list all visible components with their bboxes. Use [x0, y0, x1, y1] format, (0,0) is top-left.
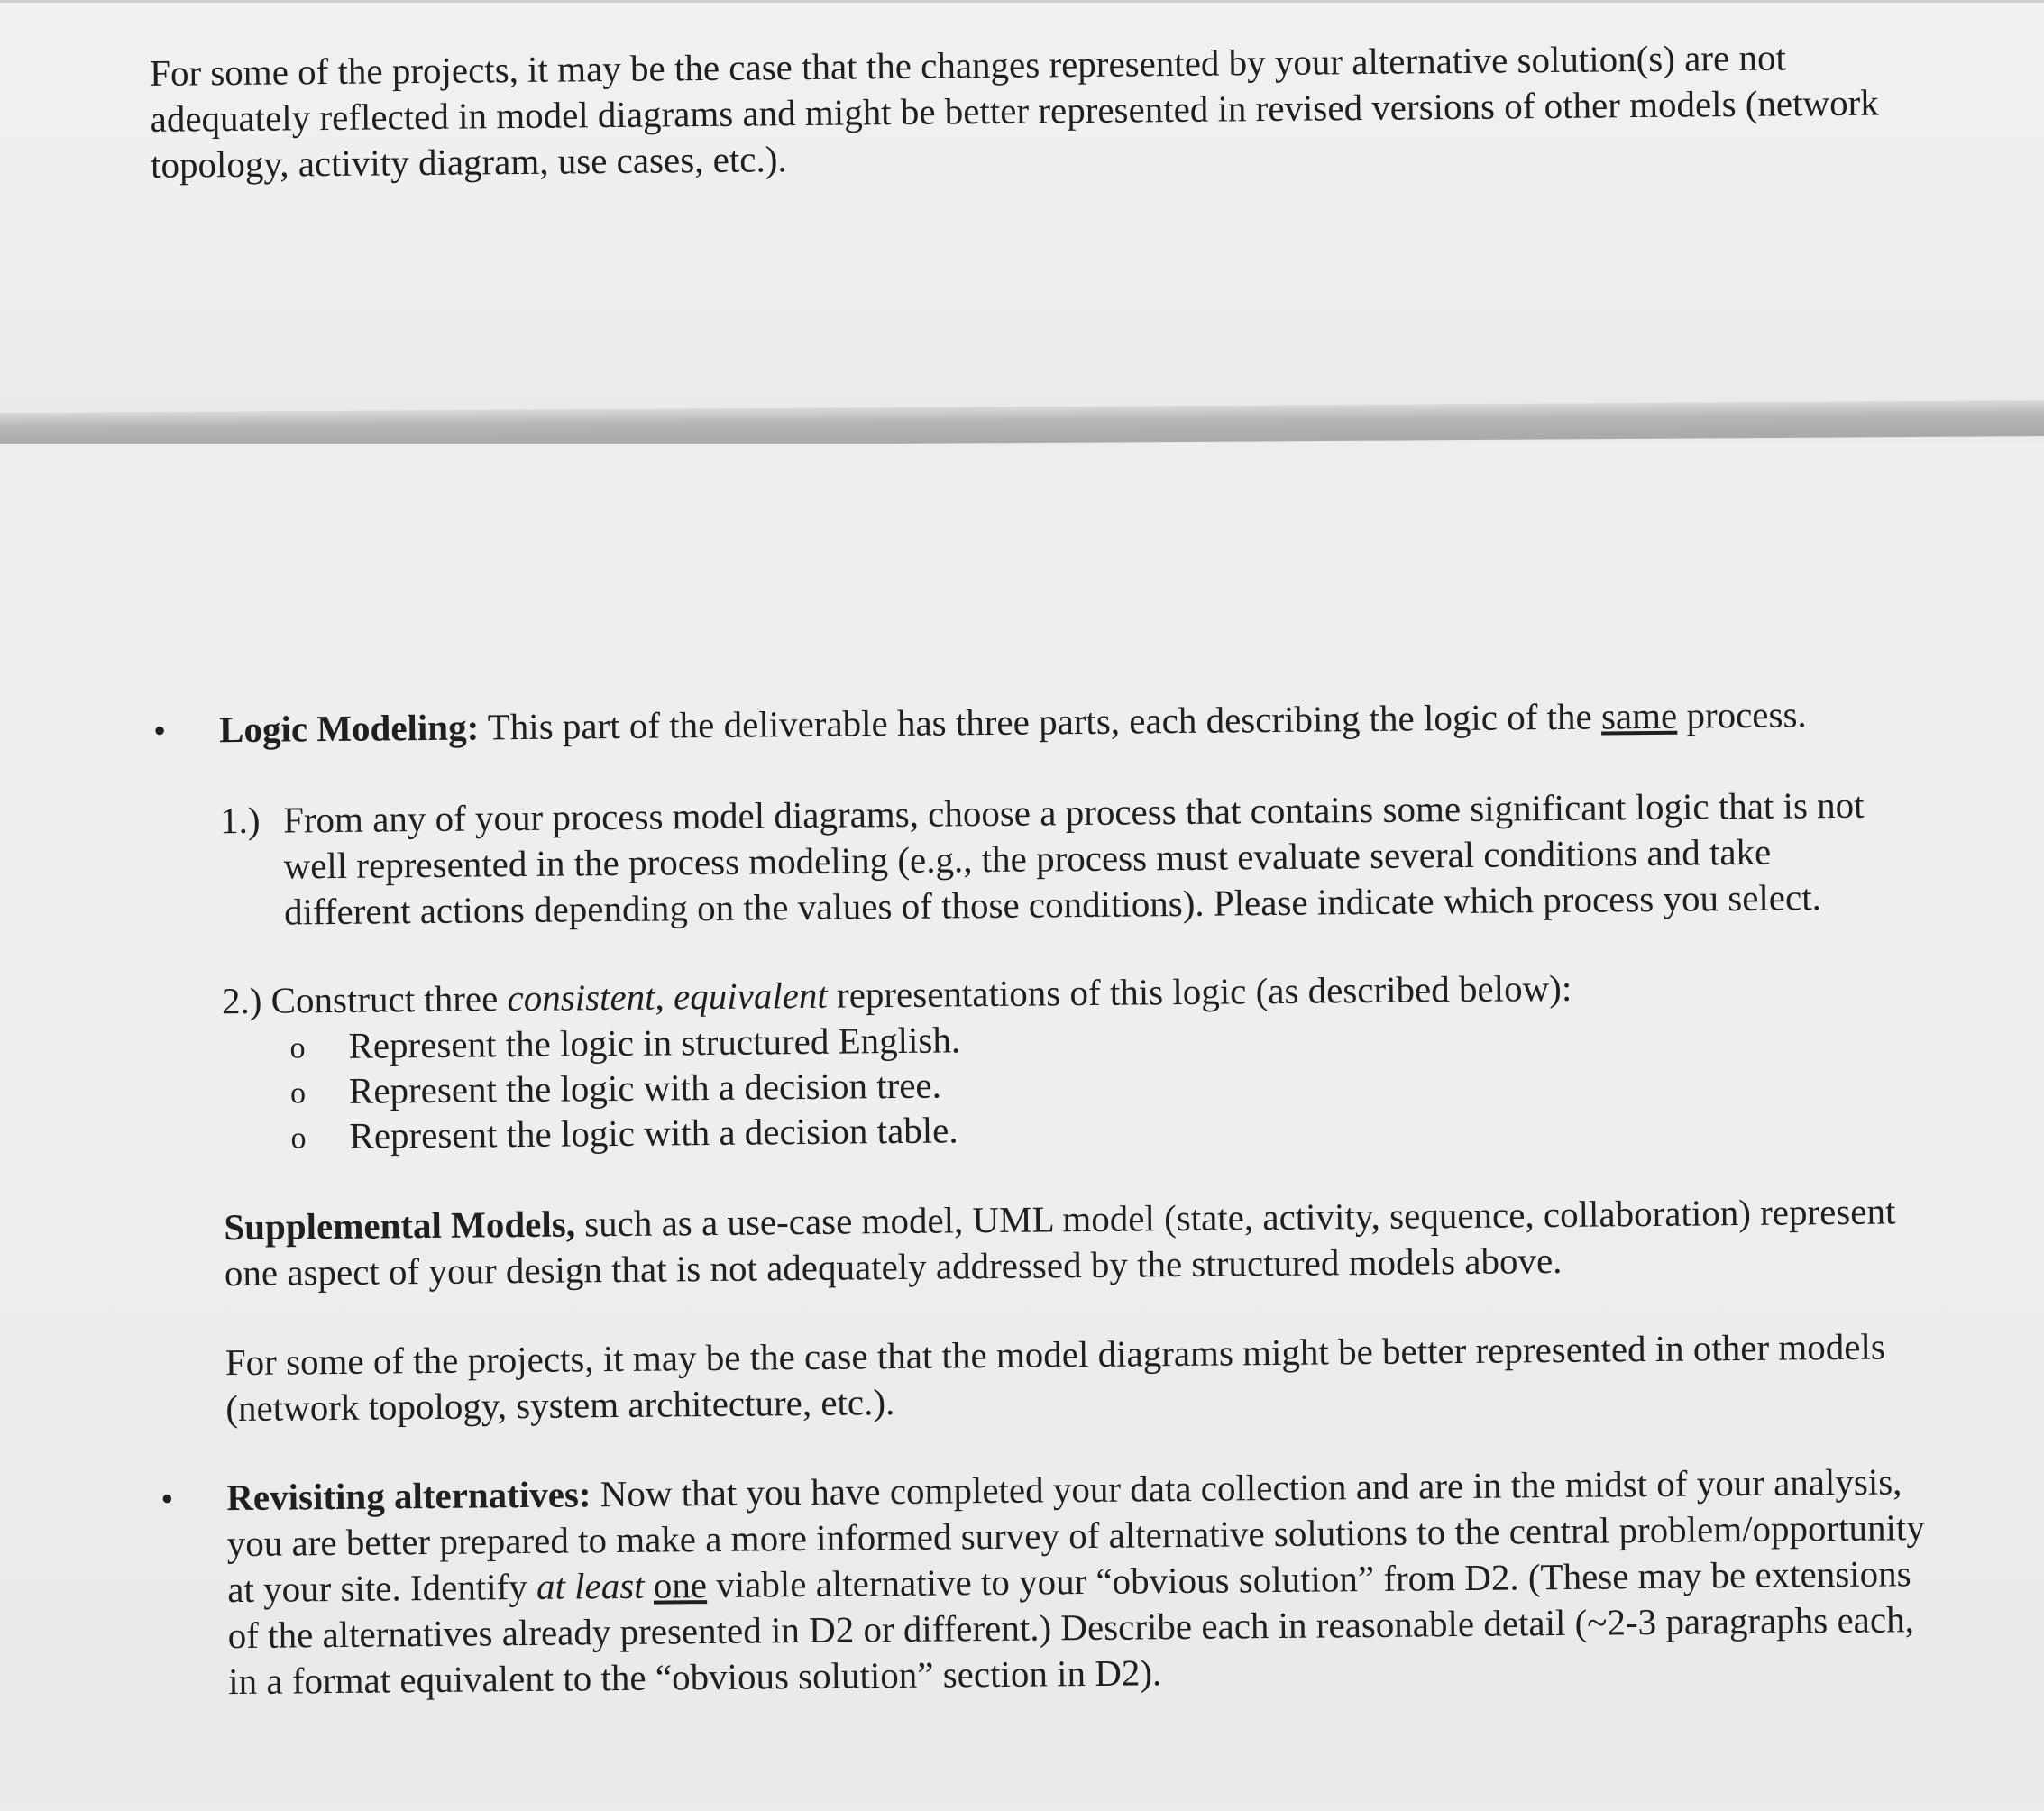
- logic-modeling-paragraph: [219, 691, 1923, 753]
- step2-number: 2.): [221, 979, 262, 1022]
- bullet-marker: •: [152, 709, 167, 751]
- sub-item: Represent the logic with a decision table.: [349, 1109, 958, 1157]
- bullet-marker: •: [160, 1477, 174, 1519]
- other-models-paragraph: For some of the projects, it may be the case that the model diagrams might be better represented in other models (network topology, system architecture, etc.).: [225, 1325, 1886, 1430]
- revisiting-heading: Revisiting alternatives:: [226, 1473, 591, 1519]
- step2-italic-consistent: consistent: [507, 975, 655, 1020]
- logic-modeling-heading: Logic Modeling:: [218, 706, 480, 751]
- revisiting-underlined: one: [653, 1564, 708, 1606]
- sub-item-marker: o: [289, 1031, 306, 1066]
- sub-item: Represent the logic with a decision tree.: [348, 1064, 942, 1111]
- sub-item-marker: o: [289, 1076, 307, 1111]
- sub-item-marker: o: [290, 1121, 307, 1156]
- step2-italic-equivalent: equivalent: [673, 974, 829, 1018]
- step1-number: 1.): [219, 799, 261, 842]
- revisiting-text-1: Now that you have completed your data collection and are in the midst of your analysis, you are better prepared to make a more informed survey of alternative solutions to the central problem/opportunity at your site. Identify: [226, 1460, 1926, 1611]
- step1-text: From any of your process model diagrams, choose a process that contains some significant logic that is not well represented in the process modeling (e.g., the process must evaluate several conditions and take different actions depending on the values of those conditions). Please indicate which process you select.: [282, 783, 1865, 933]
- supplemental-heading: Supplemental Models,: [224, 1203, 576, 1248]
- intro-paragraph: For some of the projects, it may be the case that the changes represented by your alternative solution(s) are not adequately reflected in model diagrams and might be better represented in revised versions of other models (network topology, activity diagram, use cases, etc.).: [149, 36, 1879, 186]
- underlined-same: same: [1600, 694, 1678, 737]
- step2-text-start: Construct three: [270, 977, 499, 1021]
- logic-modeling-text: This part of the deliverable has three parts, each describing the logic of the: [487, 695, 1592, 748]
- logic-modeling-text-end: process.: [1686, 693, 1807, 736]
- sub-item: Represent the logic in structured English.: [348, 1019, 961, 1066]
- revisiting-text-2: viable alternative to your “obvious solution” from D2. (These may be extensions of the alternatives already presented in D2 or different.) Describe each in reasonable detail (~2-3 paragraphs each, in a format equivalent to the “obvious solution” section in D2).: [227, 1552, 1915, 1703]
- revisiting-paragraph: [226, 1459, 1932, 1705]
- revisiting-italic: at least: [536, 1564, 645, 1607]
- supplemental-paragraph: [224, 1188, 1920, 1296]
- supplemental-text: such as a use-case model, UML model (state, activity, sequence, collaboration) represent one aspect of your design that is not adequately addressed by the structured models above.: [224, 1190, 1896, 1294]
- step2-text-end: representations of this logic (as described below):: [836, 966, 1572, 1016]
- step2-comma: ,: [655, 975, 665, 1018]
